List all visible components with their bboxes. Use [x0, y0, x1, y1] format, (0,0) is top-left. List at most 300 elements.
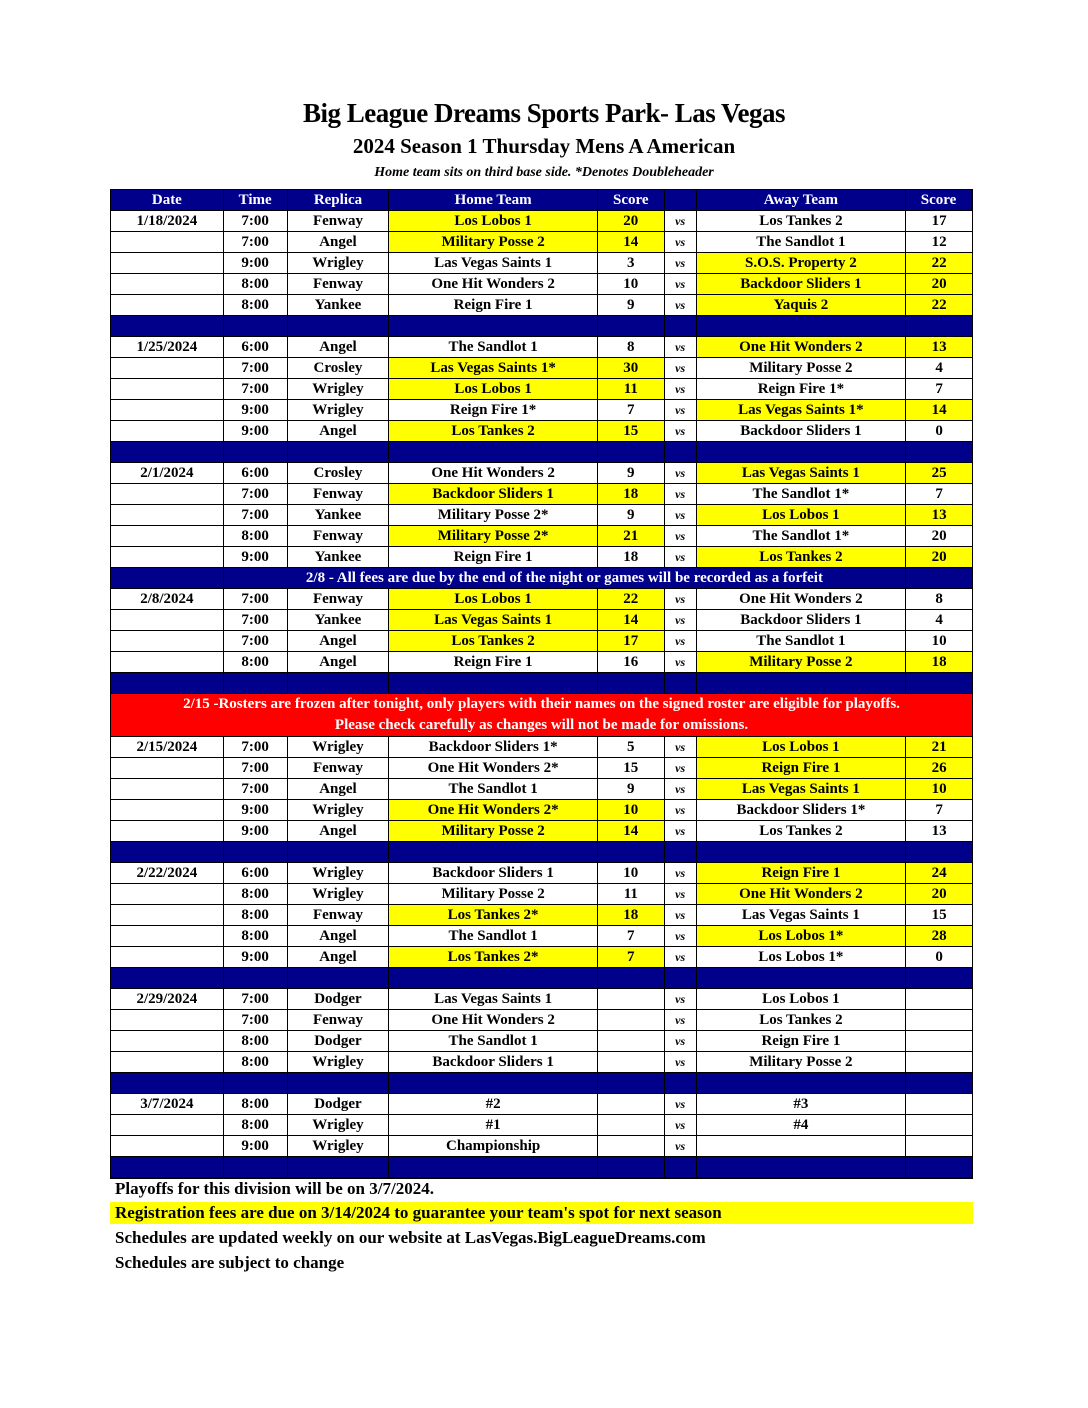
home-score-cell: [598, 1010, 665, 1030]
away-score-cell: 21: [906, 737, 972, 757]
time-cell: 9:00: [224, 400, 288, 420]
away-team-cell: Los Lobos 1*: [697, 947, 907, 967]
home-score-cell: 11: [598, 379, 665, 399]
roster-freeze-notice: [111, 694, 972, 737]
away-score-cell: 12: [931, 234, 947, 250]
separator-cell: [224, 1157, 288, 1177]
table-row: [111, 526, 972, 547]
vs-cell: vs: [665, 505, 697, 525]
away-score-cell: 24: [906, 863, 972, 883]
away-score-cell: 13: [931, 823, 947, 839]
replica-cell: Yankee: [288, 547, 390, 567]
date-cell: [111, 1010, 224, 1030]
separator-cell: [389, 842, 598, 862]
away-score-cell: 22: [906, 295, 972, 315]
separator-cell: [697, 316, 907, 336]
vs-cell: vs: [665, 421, 697, 441]
table-header: [111, 190, 972, 211]
away-team-cell: One Hit Wonders 2: [697, 589, 907, 609]
home-team-cell: One Hit Wonders 2: [389, 274, 598, 294]
table-row: [111, 1136, 972, 1157]
replica-cell: Fenway: [288, 484, 390, 504]
home-score-cell: 15: [598, 421, 665, 441]
away-team-cell: Los Lobos 1: [697, 737, 907, 757]
home-team-cell: Reign Fire 1: [389, 295, 598, 315]
date-cell: [111, 1052, 224, 1072]
away-team-cell: Reign Fire 1: [697, 863, 907, 883]
home-score-cell: [598, 1052, 665, 1072]
home-score-cell: 10: [598, 274, 665, 294]
table-row: [111, 821, 972, 842]
home-score-cell: 9: [598, 295, 665, 315]
separator-cell: [697, 673, 907, 693]
table-row: [111, 863, 972, 884]
time-cell: 7:00: [224, 505, 288, 525]
separator-cell: [111, 568, 224, 588]
separator-cell: [224, 316, 288, 336]
table-row: [111, 610, 972, 631]
separator-cell: [111, 673, 224, 693]
table-row: [111, 1031, 972, 1052]
vs-cell: vs: [665, 253, 697, 273]
away-score-cell: 13: [906, 337, 972, 357]
week-separator: [111, 842, 972, 863]
home-score-cell: 14: [598, 232, 665, 252]
table-row: [111, 884, 972, 905]
replica-cell: Yankee: [288, 505, 390, 525]
away-team-cell: The Sandlot 1*: [697, 526, 907, 546]
home-score-cell: 3: [598, 253, 665, 273]
time-cell: 6:00: [224, 863, 288, 883]
table-row: [111, 358, 972, 379]
footer-subject-to-change: Schedules are subject to change: [115, 1253, 345, 1272]
schedule-table: [110, 189, 973, 1179]
away-score-cell: 20: [906, 884, 972, 904]
replica-cell: Fenway: [288, 526, 390, 546]
home-team-cell: The Sandlot 1: [389, 779, 598, 799]
replica-cell: Crosley: [288, 463, 390, 483]
vs-cell: vs: [665, 232, 697, 252]
home-team-cell: Los Lobos 1: [389, 589, 598, 609]
vs-cell: vs: [665, 1094, 697, 1114]
vs-cell: vs: [665, 337, 697, 357]
home-score-cell: [598, 989, 665, 1009]
separator-cell: [665, 1157, 697, 1177]
separator-cell: [288, 673, 390, 693]
separator-cell: [906, 568, 972, 588]
away-team-cell: Reign Fire 1*: [697, 379, 907, 399]
fees-notice: 2/8 - All fees are due by the end of the night or games will be recorded as a forfeit: [224, 568, 906, 588]
separator-cell: [598, 442, 665, 462]
vs-cell: vs: [665, 484, 697, 504]
away-score-cell: 28: [906, 926, 972, 946]
table-row: [111, 589, 972, 610]
away-score-cell: 7: [935, 802, 943, 818]
separator-cell: [224, 968, 288, 988]
separator-cell: [906, 442, 972, 462]
away-team-cell: Reign Fire 1: [697, 1031, 907, 1051]
replica-cell: Wrigley: [288, 1115, 390, 1135]
date-cell: [111, 379, 224, 399]
home-team-cell: Championship: [389, 1136, 598, 1156]
away-team-cell: The Sandlot 1: [697, 232, 907, 252]
date-cell: [111, 295, 224, 315]
date-cell: [111, 631, 224, 651]
separator-cell: [288, 842, 390, 862]
separator-cell: [697, 968, 907, 988]
home-score-cell: [598, 1094, 665, 1114]
separator-cell: [906, 316, 972, 336]
replica-cell: Yankee: [288, 295, 390, 315]
separator-cell: [665, 968, 697, 988]
time-cell: 7:00: [224, 211, 288, 231]
home-score-cell: 7: [598, 926, 665, 946]
footer-registration: Registration fees are due on 3/14/2024 to guarantee your team's spot for next season: [110, 1202, 973, 1224]
home-team-cell: Military Posse 2: [389, 884, 598, 904]
time-cell: 8:00: [224, 905, 288, 925]
date-cell: [111, 526, 224, 546]
separator-cell: [697, 842, 907, 862]
table-row: [111, 463, 972, 484]
header-away-score: Score: [906, 190, 972, 210]
separator-cell: [111, 1157, 224, 1177]
home-team-cell: Backdoor Sliders 1: [389, 1052, 598, 1072]
date-cell: [111, 232, 224, 252]
vs-cell: vs: [665, 610, 697, 630]
home-team-cell: The Sandlot 1: [389, 926, 598, 946]
replica-cell: Angel: [288, 421, 390, 441]
table-row: [111, 505, 972, 526]
home-score-cell: 18: [598, 547, 665, 567]
time-cell: 9:00: [224, 421, 288, 441]
replica-cell: Wrigley: [288, 863, 390, 883]
time-cell: 7:00: [224, 484, 288, 504]
week-separator: [111, 1073, 972, 1094]
home-score-cell: [598, 1115, 665, 1135]
vs-cell: vs: [665, 379, 697, 399]
vs-cell: vs: [665, 295, 697, 315]
header-away-team: Away Team: [697, 190, 907, 210]
date-cell: 1/18/2024: [111, 211, 224, 231]
date-cell: 2/1/2024: [111, 463, 224, 483]
table-row: [111, 926, 972, 947]
separator-cell: [389, 968, 598, 988]
home-team-cell: Reign Fire 1*: [389, 400, 598, 420]
separator-cell: [598, 1073, 665, 1093]
table-row: [111, 400, 972, 421]
separator-cell: [697, 442, 907, 462]
separator-cell: [906, 1073, 972, 1093]
replica-cell: Fenway: [288, 274, 390, 294]
separator-cell: [111, 968, 224, 988]
replica-cell: Angel: [288, 232, 390, 252]
time-cell: 8:00: [224, 1094, 288, 1114]
table-row: [111, 779, 972, 800]
replica-cell: Angel: [288, 631, 390, 651]
separator-cell: [389, 1073, 598, 1093]
home-score-cell: 20: [598, 211, 665, 231]
vs-cell: vs: [665, 1115, 697, 1135]
notice-line: Please check carefully as changes will not be made for omissions.: [334, 717, 749, 733]
replica-cell: Wrigley: [288, 737, 390, 757]
table-row: [111, 905, 972, 926]
home-team-cell: Los Tankes 2*: [389, 947, 598, 967]
time-cell: 8:00: [224, 1115, 288, 1135]
away-team-cell: Military Posse 2: [697, 1052, 907, 1072]
replica-cell: Wrigley: [288, 1052, 390, 1072]
away-team-cell: Las Vegas Saints 1: [697, 779, 907, 799]
home-team-cell: Backdoor Sliders 1: [389, 484, 598, 504]
home-score-cell: 16: [598, 652, 665, 672]
schedule-note: Home team sits on third base side. *Denotes Doubleheader: [374, 165, 714, 180]
replica-cell: Fenway: [288, 758, 390, 778]
away-score-cell: 20: [931, 528, 947, 544]
header-home-score: Score: [598, 190, 665, 210]
separator-cell: [598, 968, 665, 988]
separator-cell: [389, 442, 598, 462]
away-team-cell: [697, 1136, 907, 1156]
home-team-cell: Los Tankes 2: [389, 421, 598, 441]
time-cell: 8:00: [224, 926, 288, 946]
home-score-cell: 10: [598, 800, 665, 820]
away-score-cell: 14: [906, 400, 972, 420]
time-cell: 7:00: [224, 737, 288, 757]
home-score-cell: [598, 1136, 665, 1156]
table-row: [111, 547, 972, 568]
table-row: [111, 274, 972, 295]
date-cell: [111, 1031, 224, 1051]
away-team-cell: Los Tankes 2: [697, 547, 907, 567]
home-team-cell: Los Tankes 2: [389, 631, 598, 651]
separator-cell: [665, 842, 697, 862]
week-separator: [111, 968, 972, 989]
vs-cell: vs: [665, 779, 697, 799]
away-team-cell: Los Tankes 2: [697, 821, 907, 841]
time-cell: 8:00: [224, 1031, 288, 1051]
header-replica: Replica: [288, 190, 390, 210]
replica-cell: Fenway: [288, 905, 390, 925]
replica-cell: Dodger: [288, 1094, 390, 1114]
table-row: [111, 1094, 972, 1115]
replica-cell: Dodger: [288, 989, 390, 1009]
away-team-cell: Backdoor Sliders 1: [697, 274, 907, 294]
table-row: [111, 1052, 972, 1073]
home-team-cell: Military Posse 2*: [389, 505, 598, 525]
table-row: [111, 484, 972, 505]
away-score-cell: [906, 1094, 972, 1114]
away-score-cell: 0: [935, 949, 943, 965]
away-score-cell: [906, 1010, 972, 1030]
date-cell: [111, 547, 224, 567]
table-row: [111, 947, 972, 968]
away-score-cell: 22: [906, 253, 972, 273]
replica-cell: Wrigley: [288, 379, 390, 399]
home-team-cell: One Hit Wonders 2: [389, 1010, 598, 1030]
home-team-cell: Reign Fire 1: [389, 652, 598, 672]
home-score-cell: 14: [598, 821, 665, 841]
vs-cell: vs: [665, 1052, 697, 1072]
away-score-cell: [906, 1136, 972, 1156]
date-cell: [111, 905, 224, 925]
separator-cell: [906, 673, 972, 693]
separator-cell: [665, 673, 697, 693]
table-row: [111, 800, 972, 821]
home-score-cell: 7: [598, 400, 665, 420]
date-cell: 2/22/2024: [111, 863, 224, 883]
date-cell: [111, 926, 224, 946]
away-score-cell: [906, 989, 972, 1009]
vs-cell: vs: [665, 547, 697, 567]
table-row: [111, 295, 972, 316]
away-team-cell: Reign Fire 1: [697, 758, 907, 778]
home-score-cell: 15: [598, 758, 665, 778]
time-cell: 7:00: [224, 758, 288, 778]
replica-cell: Wrigley: [288, 884, 390, 904]
home-score-cell: 9: [598, 779, 665, 799]
away-team-cell: Los Tankes 2: [697, 211, 907, 231]
away-score-cell: 0: [935, 423, 943, 439]
vs-cell: vs: [665, 1010, 697, 1030]
separator-cell: [598, 842, 665, 862]
replica-cell: Angel: [288, 652, 390, 672]
vs-cell: vs: [665, 652, 697, 672]
away-team-cell: One Hit Wonders 2: [697, 884, 907, 904]
separator-cell: [665, 316, 697, 336]
week-separator: [111, 1157, 972, 1178]
time-cell: 9:00: [224, 253, 288, 273]
replica-cell: Angel: [288, 926, 390, 946]
away-score-cell: 8: [935, 591, 943, 607]
separator-cell: [288, 316, 390, 336]
home-team-cell: One Hit Wonders 2*: [389, 758, 598, 778]
page-title: Big League Dreams Sports Park- Las Vegas: [302, 98, 786, 128]
replica-cell: Wrigley: [288, 800, 390, 820]
replica-cell: Angel: [288, 821, 390, 841]
replica-cell: Fenway: [288, 1010, 390, 1030]
date-cell: [111, 358, 224, 378]
vs-cell: vs: [665, 589, 697, 609]
date-cell: [111, 253, 224, 273]
header-vs: [665, 190, 697, 210]
home-team-cell: Los Lobos 1: [389, 379, 598, 399]
header-home-team: Home Team: [389, 190, 598, 210]
date-cell: [111, 947, 224, 967]
replica-cell: Crosley: [288, 358, 390, 378]
vs-cell: vs: [665, 926, 697, 946]
separator-cell: [665, 1073, 697, 1093]
separator-cell: [665, 442, 697, 462]
time-cell: 7:00: [224, 779, 288, 799]
separator-cell: [111, 1073, 224, 1093]
home-score-cell: 18: [598, 484, 665, 504]
date-cell: [111, 652, 224, 672]
table-row: [111, 1010, 972, 1031]
date-cell: 3/7/2024: [111, 1094, 224, 1114]
separator-cell: [697, 1073, 907, 1093]
vs-cell: vs: [665, 274, 697, 294]
home-team-cell: Military Posse 2: [389, 232, 598, 252]
away-score-cell: 26: [906, 758, 972, 778]
notice-line: 2/15 -Rosters are frozen after tonight, only players with their names on the signed roster are eligible for playoffs.: [183, 696, 900, 712]
home-team-cell: One Hit Wonders 2: [389, 463, 598, 483]
home-score-cell: 10: [598, 863, 665, 883]
table-row: [111, 211, 972, 232]
replica-cell: Dodger: [288, 1031, 390, 1051]
separator-cell: [906, 968, 972, 988]
table-row: [111, 253, 972, 274]
away-team-cell: One Hit Wonders 2: [697, 337, 907, 357]
away-team-cell: Backdoor Sliders 1*: [697, 800, 907, 820]
away-score-cell: [906, 1115, 972, 1135]
away-team-cell: Backdoor Sliders 1: [697, 610, 907, 630]
separator-cell: [224, 842, 288, 862]
separator-cell: [111, 316, 224, 336]
vs-cell: vs: [665, 863, 697, 883]
vs-cell: vs: [665, 358, 697, 378]
time-cell: 8:00: [224, 884, 288, 904]
separator-cell: [111, 842, 224, 862]
date-cell: [111, 1136, 224, 1156]
date-cell: [111, 1115, 224, 1135]
replica-cell: Angel: [288, 337, 390, 357]
date-cell: 2/29/2024: [111, 989, 224, 1009]
vs-cell: vs: [665, 631, 697, 651]
away-score-cell: 4: [935, 360, 943, 376]
date-cell: [111, 758, 224, 778]
replica-cell: Fenway: [288, 211, 390, 231]
away-team-cell: Los Tankes 2: [697, 1010, 907, 1030]
replica-cell: Wrigley: [288, 1136, 390, 1156]
vs-cell: vs: [665, 400, 697, 420]
table-row: [111, 737, 972, 758]
home-score-cell: 8: [598, 337, 665, 357]
separator-cell: [288, 1073, 390, 1093]
home-score-cell: 22: [598, 589, 665, 609]
table-row: [111, 379, 972, 400]
home-team-cell: Las Vegas Saints 1: [389, 610, 598, 630]
time-cell: 9:00: [224, 947, 288, 967]
away-score-cell: 7: [935, 486, 943, 502]
date-cell: [111, 421, 224, 441]
time-cell: 8:00: [224, 652, 288, 672]
table-row: [111, 989, 972, 1010]
date-cell: [111, 821, 224, 841]
home-score-cell: 21: [598, 526, 665, 546]
separator-cell: [697, 1157, 907, 1177]
date-cell: [111, 610, 224, 630]
home-team-cell: Los Tankes 2*: [389, 905, 598, 925]
time-cell: 8:00: [224, 295, 288, 315]
away-score-cell: 10: [931, 633, 947, 649]
footer-playoffs: Playoffs for this division will be on 3/7/2024.: [115, 1179, 434, 1198]
away-score-cell: 4: [935, 612, 943, 628]
home-team-cell: #2: [389, 1094, 598, 1114]
time-cell: 8:00: [224, 274, 288, 294]
time-cell: 9:00: [224, 800, 288, 820]
home-score-cell: 11: [598, 884, 665, 904]
date-cell: [111, 884, 224, 904]
away-score-cell: 17: [931, 213, 947, 229]
vs-cell: vs: [665, 1136, 697, 1156]
separator-cell: [224, 442, 288, 462]
home-score-cell: 14: [598, 610, 665, 630]
header-time: Time: [224, 190, 288, 210]
away-score-cell: [906, 1052, 972, 1072]
home-score-cell: 9: [598, 463, 665, 483]
time-cell: 7:00: [224, 631, 288, 651]
away-team-cell: Los Lobos 1*: [697, 926, 907, 946]
vs-cell: vs: [665, 758, 697, 778]
